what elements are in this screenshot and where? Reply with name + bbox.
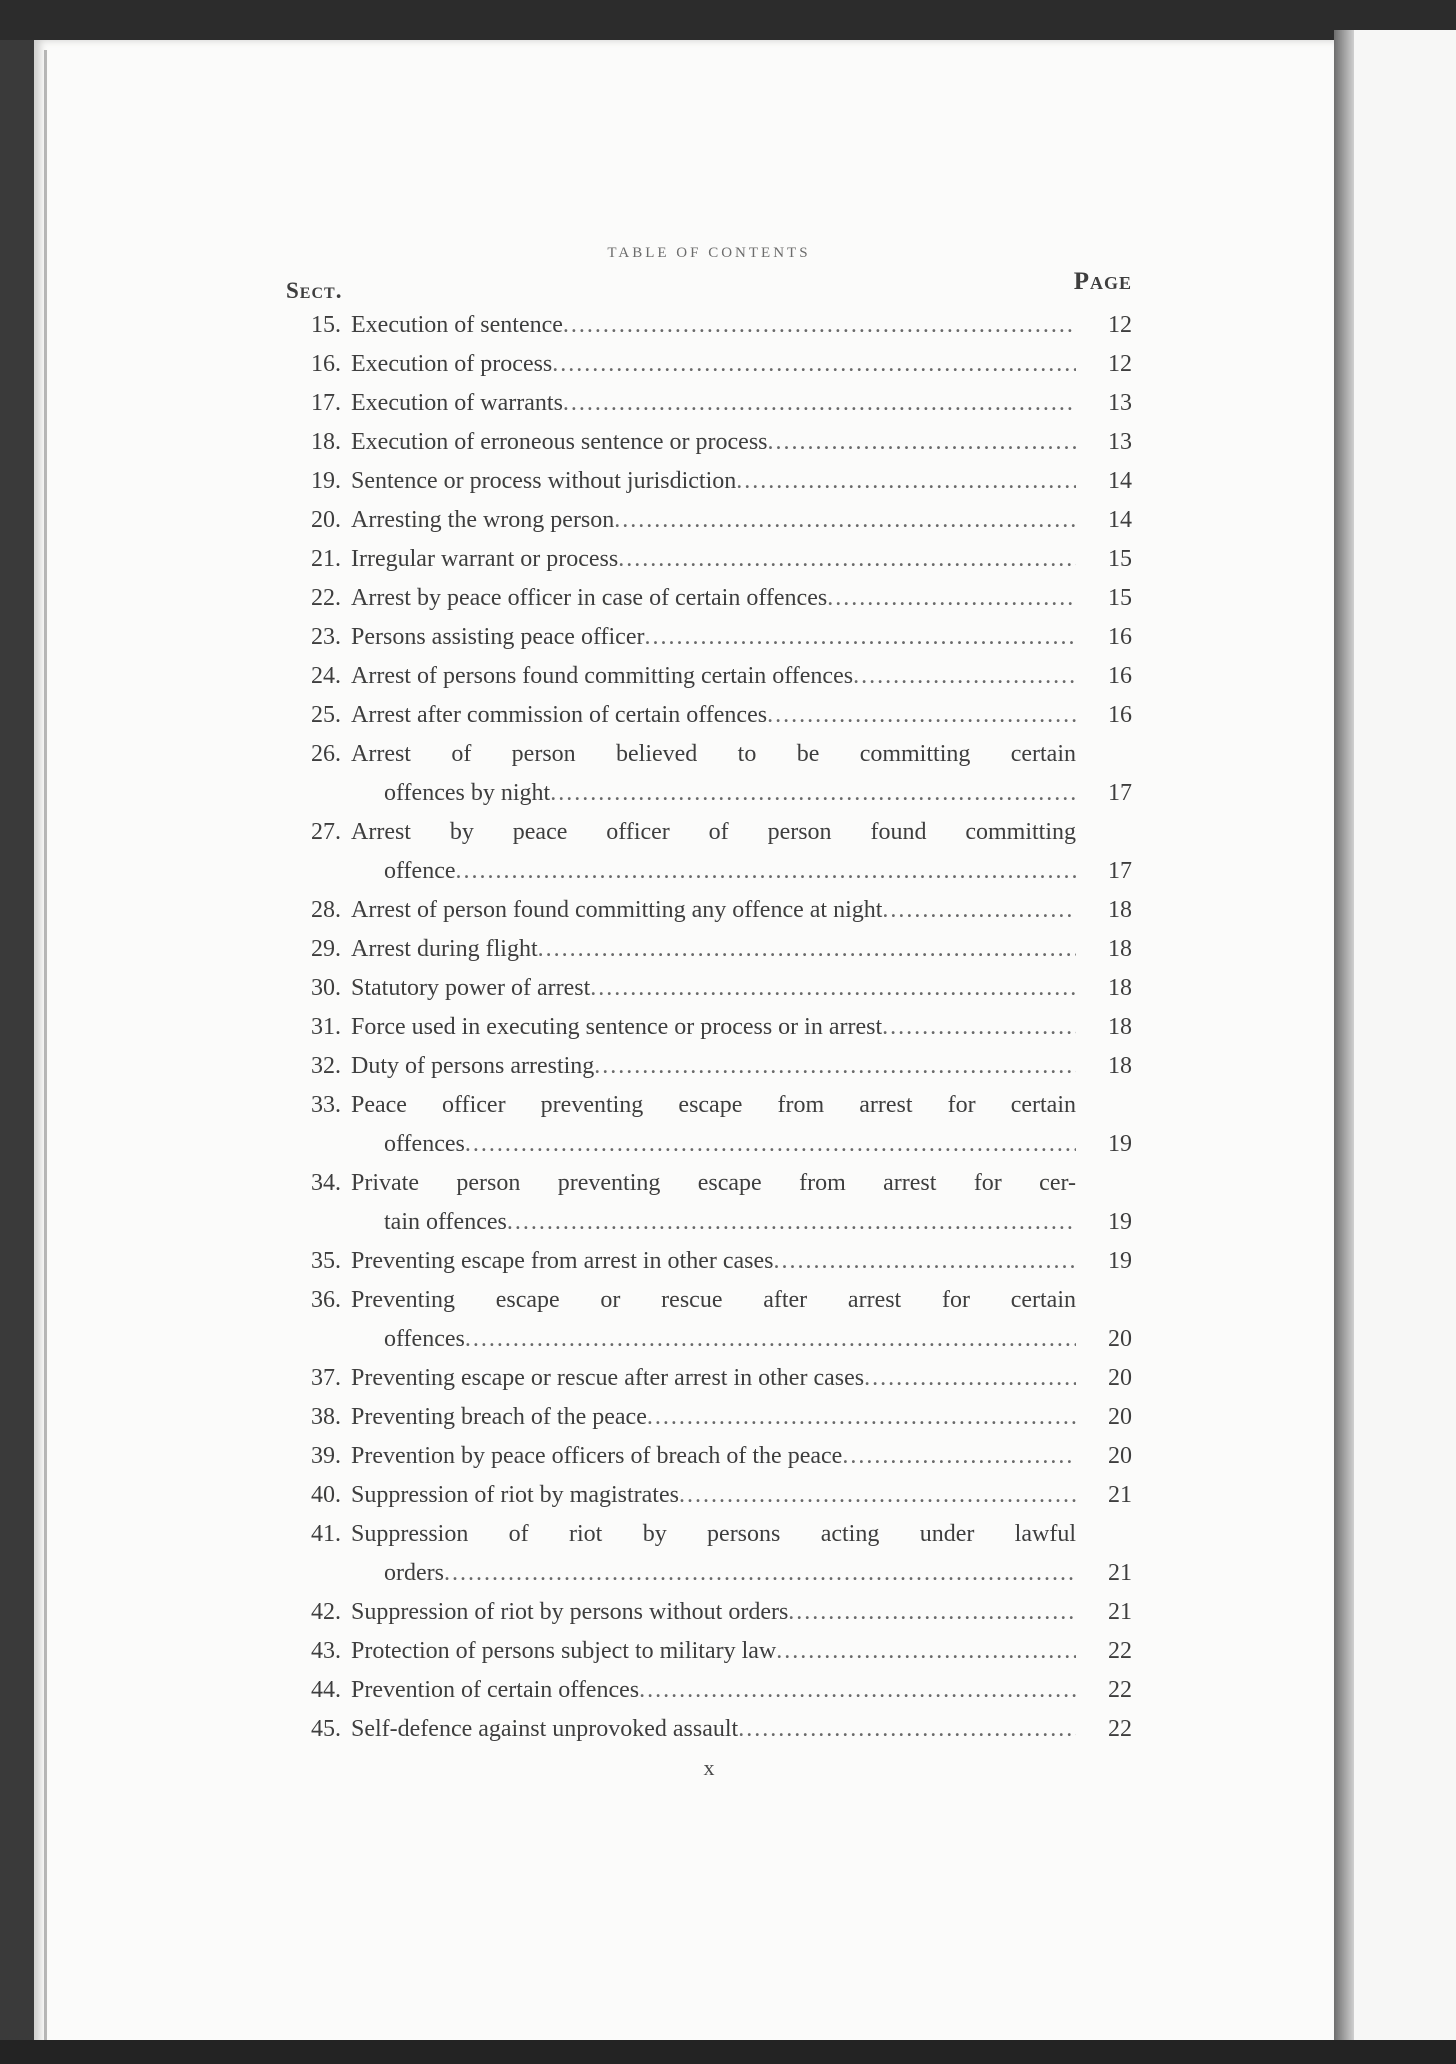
entry-title-continued: offences bbox=[384, 1326, 465, 1352]
scan-background-bottom bbox=[0, 2040, 1456, 2064]
dot-leader bbox=[853, 657, 1076, 696]
dot-leader bbox=[618, 540, 1076, 579]
page-number: 13 bbox=[1108, 429, 1132, 455]
dot-leader bbox=[550, 774, 1076, 813]
section-number: 37. bbox=[311, 1365, 341, 1391]
dot-leader bbox=[639, 1671, 1076, 1710]
dot-leader bbox=[679, 1476, 1076, 1515]
page-number: 16 bbox=[1108, 624, 1132, 650]
dot-leader bbox=[614, 501, 1076, 540]
entry-title: Sentence or process without jurisdiction bbox=[351, 468, 737, 494]
toc-entry bbox=[286, 501, 1132, 540]
page-column-heading: Page bbox=[1073, 268, 1132, 295]
dot-leader bbox=[563, 384, 1076, 423]
page-number: 13 bbox=[1108, 390, 1132, 416]
section-number: 25. bbox=[311, 702, 341, 728]
dot-leader bbox=[444, 1554, 1076, 1593]
toc-entry bbox=[286, 1047, 1132, 1086]
entry-title: Self-defence against unprovoked assault bbox=[351, 1716, 739, 1742]
section-number: 18. bbox=[311, 429, 341, 455]
toc-entry bbox=[286, 1359, 1132, 1398]
page-number: 15 bbox=[1108, 585, 1132, 611]
dot-leader bbox=[594, 1047, 1076, 1086]
dot-leader bbox=[788, 1593, 1076, 1632]
entry-title: Persons assisting peace officer bbox=[351, 624, 645, 650]
section-number: 31. bbox=[311, 1014, 341, 1040]
entry-title: Suppression of riot by persons without orders bbox=[351, 1599, 789, 1625]
toc-entry bbox=[286, 813, 1132, 891]
entry-title: Statutory power of arrest bbox=[351, 975, 591, 1001]
entry-title: Arrest by peace officer of person found committing bbox=[351, 819, 1076, 845]
dot-leader bbox=[465, 1320, 1076, 1359]
entry-title: Duty of persons arresting bbox=[351, 1053, 595, 1079]
entry-title-continued: tain offences bbox=[384, 1209, 507, 1235]
entry-title: Arrest by peace officer in case of certain offences bbox=[351, 585, 828, 611]
toc-entry bbox=[286, 1437, 1132, 1476]
table-of-contents bbox=[286, 245, 1132, 1780]
page-number: 22 bbox=[1108, 1638, 1132, 1664]
page-number: 20 bbox=[1108, 1443, 1132, 1469]
page-number: 18 bbox=[1108, 936, 1132, 962]
toc-entry bbox=[286, 930, 1132, 969]
entry-title: Execution of warrants bbox=[351, 390, 563, 416]
toc-entry bbox=[286, 1008, 1132, 1047]
scan-background-top bbox=[0, 0, 1456, 40]
dot-leader bbox=[644, 618, 1076, 657]
dot-leader bbox=[882, 1008, 1076, 1047]
page-number: 16 bbox=[1108, 663, 1132, 689]
page-number: 19 bbox=[1108, 1131, 1132, 1157]
toc-entry bbox=[286, 579, 1132, 618]
dot-leader bbox=[507, 1203, 1076, 1242]
entry-title: Irregular warrant or process bbox=[351, 546, 619, 572]
section-number: 16. bbox=[311, 351, 341, 377]
section-number: 26. bbox=[311, 741, 341, 767]
section-number: 41. bbox=[311, 1521, 341, 1547]
dot-leader bbox=[736, 462, 1076, 501]
page-number: 17 bbox=[1108, 858, 1132, 884]
toc-entry bbox=[286, 1593, 1132, 1632]
entry-title: Preventing escape or rescue after arrest for certain bbox=[351, 1287, 1076, 1313]
toc-entry bbox=[286, 696, 1132, 735]
section-number: 21. bbox=[311, 546, 341, 572]
page-edge bbox=[44, 50, 47, 2040]
section-number: 22. bbox=[311, 585, 341, 611]
entry-title: Arresting the wrong person bbox=[351, 507, 615, 533]
entry-title: Arrest of person believed to be committing certain bbox=[351, 741, 1076, 767]
page-number: 18 bbox=[1108, 975, 1132, 1001]
toc-entry bbox=[286, 1086, 1132, 1164]
dot-leader bbox=[465, 1125, 1076, 1164]
entry-title: Prevention of certain offences bbox=[351, 1677, 640, 1703]
section-number: 42. bbox=[311, 1599, 341, 1625]
page-number: 19 bbox=[1108, 1209, 1132, 1235]
page-number: 17 bbox=[1108, 780, 1132, 806]
entry-title: Arrest of persons found committing certain offences bbox=[351, 663, 854, 689]
toc-entry bbox=[286, 1671, 1132, 1710]
section-number: 34. bbox=[311, 1170, 341, 1196]
page-number: 22 bbox=[1108, 1677, 1132, 1703]
section-number: 44. bbox=[311, 1677, 341, 1703]
entry-title: Suppression of riot by persons acting under lawful bbox=[351, 1521, 1076, 1547]
page-number: 21 bbox=[1108, 1599, 1132, 1625]
entry-title: Private person preventing escape from arrest for cer- bbox=[351, 1170, 1076, 1196]
entry-title-continued: offence bbox=[384, 858, 456, 884]
toc-entry bbox=[286, 1242, 1132, 1281]
toc-entry bbox=[286, 618, 1132, 657]
toc-entry bbox=[286, 657, 1132, 696]
page-number: 14 bbox=[1108, 468, 1132, 494]
dot-leader bbox=[647, 1398, 1076, 1437]
page-number: 18 bbox=[1108, 1053, 1132, 1079]
section-number: 38. bbox=[311, 1404, 341, 1430]
entry-title-continued: offences bbox=[384, 1131, 465, 1157]
toc-entry bbox=[286, 1515, 1132, 1593]
running-head: TABLE OF CONTENTS bbox=[607, 245, 811, 261]
entry-title: Preventing escape from arrest in other cases bbox=[351, 1248, 774, 1274]
toc-entry bbox=[286, 462, 1132, 501]
section-number: 27. bbox=[311, 819, 341, 845]
section-number: 32. bbox=[311, 1053, 341, 1079]
dot-leader bbox=[827, 579, 1076, 618]
entry-title: Preventing breach of the peace bbox=[351, 1404, 647, 1430]
section-number: 19. bbox=[311, 468, 341, 494]
page-folio: x bbox=[703, 1755, 715, 1780]
page-number: 16 bbox=[1108, 702, 1132, 728]
dot-leader bbox=[882, 891, 1076, 930]
section-number: 23. bbox=[311, 624, 341, 650]
section-number: 15. bbox=[311, 312, 341, 338]
toc-entry bbox=[286, 1398, 1132, 1437]
page-number: 20 bbox=[1108, 1326, 1132, 1352]
entry-title: Suppression of riot by magistrates bbox=[351, 1482, 679, 1508]
toc-entry bbox=[286, 345, 1132, 384]
dot-leader bbox=[552, 345, 1076, 384]
page-number: 18 bbox=[1108, 1014, 1132, 1040]
entry-title: Prevention by peace officers of breach of the peace bbox=[351, 1443, 843, 1469]
dot-leader bbox=[776, 1632, 1076, 1671]
dot-leader bbox=[738, 1710, 1076, 1749]
toc-entry bbox=[286, 1281, 1132, 1359]
dot-leader bbox=[864, 1359, 1076, 1398]
page-number: 21 bbox=[1108, 1482, 1132, 1508]
facing-page-edge bbox=[1354, 30, 1456, 2064]
page-number: 12 bbox=[1108, 312, 1132, 338]
section-number: 30. bbox=[311, 975, 341, 1001]
toc-entry bbox=[286, 969, 1132, 1008]
entry-title-continued: orders bbox=[384, 1560, 444, 1586]
entry-title: Execution of process bbox=[351, 351, 553, 377]
book-gutter bbox=[1334, 30, 1354, 2064]
toc-entry bbox=[286, 306, 1132, 345]
toc-entry bbox=[286, 1632, 1132, 1671]
entry-title: Peace officer preventing escape from arrest for certain bbox=[351, 1092, 1076, 1118]
section-number: 39. bbox=[311, 1443, 341, 1469]
section-number: 40. bbox=[311, 1482, 341, 1508]
entry-title: Arrest after commission of certain offences bbox=[351, 702, 768, 728]
page-number: 19 bbox=[1108, 1248, 1132, 1274]
toc-entry bbox=[286, 384, 1132, 423]
dot-leader bbox=[842, 1437, 1076, 1476]
page-number: 18 bbox=[1108, 897, 1132, 923]
section-number: 43. bbox=[311, 1638, 341, 1664]
dot-leader bbox=[563, 306, 1076, 345]
dot-leader bbox=[590, 969, 1076, 1008]
entry-title: Execution of sentence bbox=[351, 312, 563, 338]
section-number: 17. bbox=[311, 390, 341, 416]
column-headings bbox=[286, 268, 1132, 306]
toc-entry bbox=[286, 1476, 1132, 1515]
entry-title-continued: offences by night bbox=[384, 780, 551, 806]
section-number: 36. bbox=[311, 1287, 341, 1313]
toc-entry bbox=[286, 735, 1132, 813]
section-number: 33. bbox=[311, 1092, 341, 1118]
page-number: 20 bbox=[1108, 1404, 1132, 1430]
dot-leader bbox=[767, 696, 1076, 735]
section-number: 35. bbox=[311, 1248, 341, 1274]
dot-leader bbox=[456, 852, 1076, 891]
entry-title: Arrest of person found committing any offence at night bbox=[351, 897, 883, 923]
toc-entry-list bbox=[286, 306, 1132, 1749]
toc-entry bbox=[286, 1710, 1132, 1749]
page-number: 22 bbox=[1108, 1716, 1132, 1742]
entry-title: Arrest during flight bbox=[351, 936, 538, 962]
section-number: 29. bbox=[311, 936, 341, 962]
section-number: 28. bbox=[311, 897, 341, 923]
toc-entry bbox=[286, 1164, 1132, 1242]
section-column-heading: Sect. bbox=[286, 278, 343, 303]
entry-title: Protection of persons subject to military law bbox=[351, 1638, 777, 1664]
section-number: 20. bbox=[311, 507, 341, 533]
page-number: 14 bbox=[1108, 507, 1132, 533]
dot-leader bbox=[768, 423, 1076, 462]
section-number: 45. bbox=[311, 1716, 341, 1742]
dot-leader bbox=[538, 930, 1076, 969]
page-number: 21 bbox=[1108, 1560, 1132, 1586]
toc-entry bbox=[286, 540, 1132, 579]
entry-title: Preventing escape or rescue after arrest in other cases bbox=[351, 1365, 865, 1391]
toc-entry bbox=[286, 891, 1132, 930]
page-number: 15 bbox=[1108, 546, 1132, 572]
toc-entry bbox=[286, 423, 1132, 462]
page-number: 12 bbox=[1108, 351, 1132, 377]
page-number: 20 bbox=[1108, 1365, 1132, 1391]
entry-title: Execution of erroneous sentence or process bbox=[351, 429, 768, 455]
section-number: 24. bbox=[311, 663, 341, 689]
dot-leader bbox=[774, 1242, 1077, 1281]
entry-title: Force used in executing sentence or process or in arrest bbox=[351, 1014, 883, 1040]
